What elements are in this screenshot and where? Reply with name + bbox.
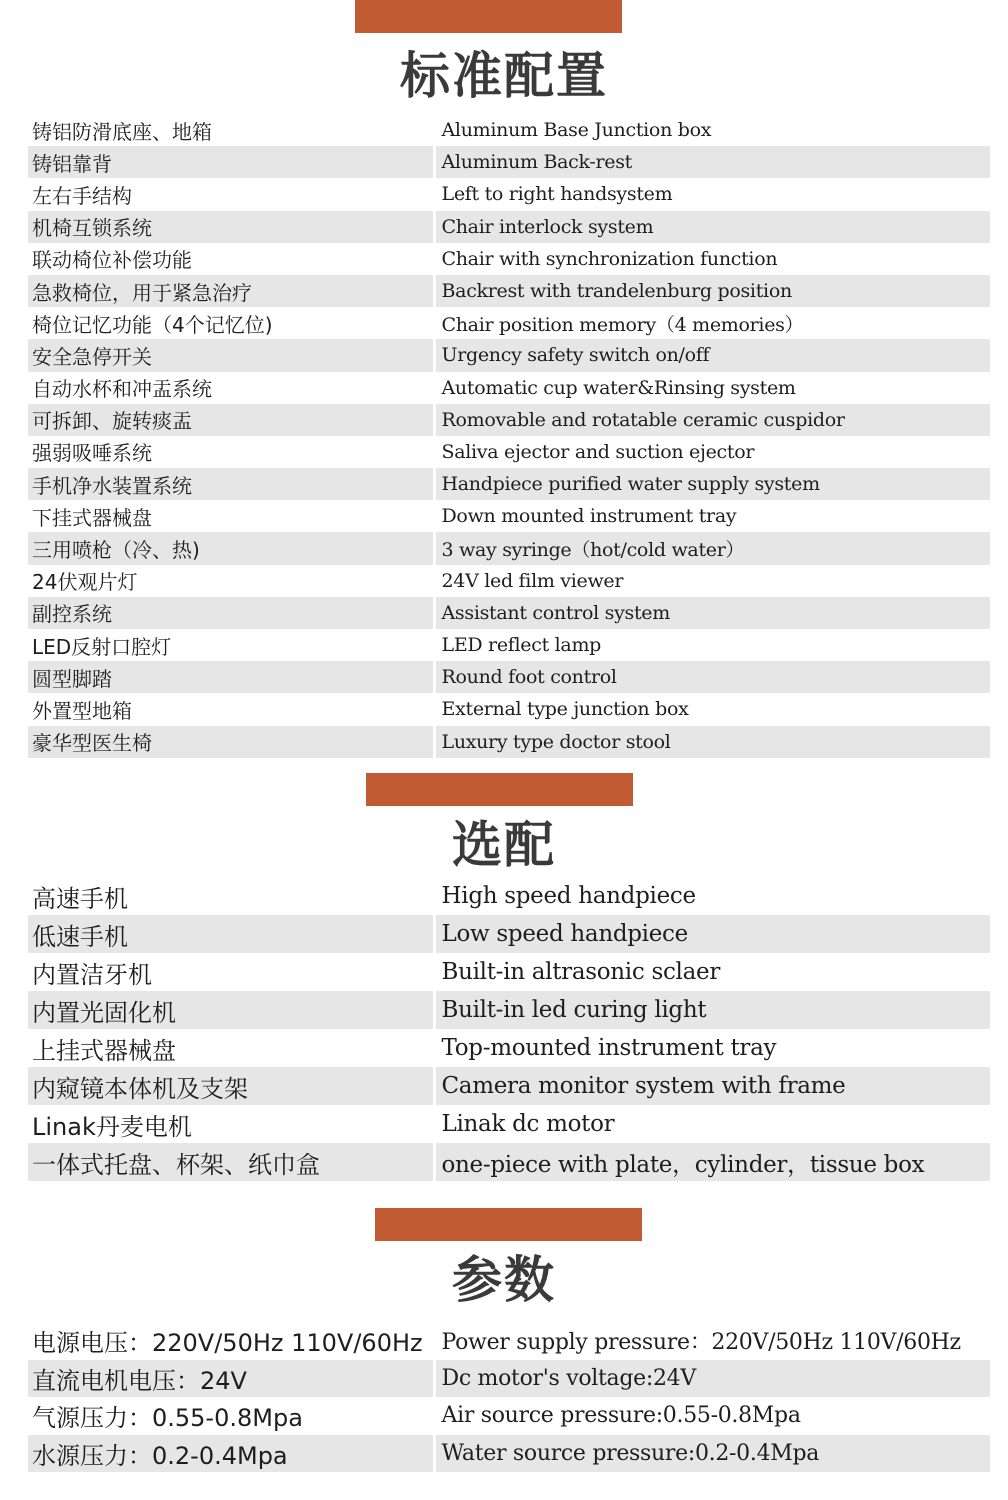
table-row [28, 372, 990, 404]
feature-name-en: Chair with synchronization function [434, 243, 990, 275]
feature-name-zh: 左右手结构 [32, 183, 132, 208]
feature-name-en: Urgency safety switch on/off [434, 339, 990, 371]
feature-name-en: Linak dc motor [434, 1105, 990, 1143]
feature-name-zh: 气源压力：0.55-0.8Mpa [32, 1404, 303, 1433]
table-row [28, 500, 990, 532]
table-row [28, 1397, 990, 1435]
feature-name-en: Low speed handpiece [434, 915, 990, 953]
table-row [28, 468, 990, 500]
feature-name-zh: 一体式托盘、杯架、纸巾盒 [28, 1143, 434, 1181]
section-title-standard: 标准配置 [400, 47, 608, 105]
feature-name-zh: 直流电机电压：24V [28, 1360, 434, 1398]
feature-name-zh: 低速手机 [28, 915, 434, 953]
table-row [28, 436, 990, 468]
optional-config-table [28, 877, 990, 1181]
feature-name-zh: 椅位记忆功能（4个记忆位) [32, 312, 273, 337]
table-row [28, 339, 990, 371]
table-row [28, 991, 990, 1029]
feature-name-en: Air source pressure:0.55-0.8Mpa [434, 1397, 990, 1435]
feature-name-en: Automatic cup water&Rinsing system [434, 372, 990, 404]
feature-name-en: Built-in led curing light [434, 991, 990, 1029]
feature-name-zh: 铸铝靠背 [28, 146, 434, 178]
feature-name-en: LED reflect lamp [434, 629, 990, 661]
table-row [28, 146, 990, 178]
feature-name-en: Luxury type doctor stool [434, 726, 990, 758]
feature-name-en: Top-mounted instrument tray [434, 1029, 990, 1067]
standard-config-table [28, 114, 990, 758]
feature-name-en: Left to right handsystem [434, 178, 990, 210]
feature-name-en: Chair interlock system [434, 211, 990, 243]
feature-name-zh: 豪华型医生椅 [28, 726, 434, 758]
feature-name-en: Assistant control system [434, 597, 990, 629]
feature-name-zh: 上挂式器械盘 [32, 1036, 176, 1065]
table-row [28, 275, 990, 307]
section-title-params: 参数 [452, 1251, 556, 1309]
table-row [28, 1105, 990, 1143]
feature-name-en: Backrest with trandelenburg position [434, 275, 990, 307]
feature-name-en: Dc motor's voltage:24V [434, 1360, 990, 1398]
table-row [28, 915, 990, 953]
table-row [28, 877, 990, 915]
feature-name-zh: 自动水杯和冲盂系统 [32, 377, 212, 402]
table-row [28, 243, 990, 275]
feature-name-zh: LED反射口腔灯 [32, 634, 172, 659]
feature-name-zh: 机椅互锁系统 [28, 211, 434, 243]
section-accent-bar [355, 0, 622, 33]
feature-name-en: Handpiece purified water supply system [434, 468, 990, 500]
feature-name-zh: 联动椅位补偿功能 [32, 248, 192, 273]
feature-name-zh: 外置型地箱 [32, 698, 132, 723]
table-row [28, 307, 990, 339]
table-row [28, 532, 990, 564]
feature-name-en: Chair position memory（4 memories） [434, 307, 990, 339]
feature-name-en: one-piece with plate，cylinder，tissue box [434, 1143, 990, 1181]
feature-name-zh: 副控系统 [28, 597, 434, 629]
feature-name-zh: 下挂式器械盘 [32, 505, 152, 530]
standard-config-rows [28, 114, 990, 758]
table-row [28, 211, 990, 243]
table-row [28, 404, 990, 436]
feature-name-zh: Linak丹麦电机 [32, 1112, 192, 1141]
feature-name-en: Aluminum Base Junction box [434, 114, 990, 146]
feature-name-zh: 可拆卸、旋转痰盂 [28, 404, 434, 436]
feature-name-en: Water source pressure:0.2-0.4Mpa [434, 1435, 990, 1473]
feature-name-en: Built-in altrasonic sclaer [434, 953, 990, 991]
table-row [28, 661, 990, 693]
table-row [28, 178, 990, 210]
table-row [28, 1435, 990, 1473]
table-row [28, 693, 990, 725]
feature-name-en: 3 way syringe（hot/cold water） [434, 532, 990, 564]
feature-name-zh: 安全急停开关 [28, 339, 434, 371]
feature-name-zh: 强弱吸唾系统 [32, 441, 152, 466]
feature-name-en: Romovable and rotatable ceramic cuspidor [434, 404, 990, 436]
optional-config-rows [28, 877, 990, 1181]
params-table [28, 1322, 990, 1472]
feature-name-zh: 电源电压：220V/50Hz 110V/60Hz [32, 1329, 423, 1358]
table-row [28, 1029, 990, 1067]
feature-name-zh: 三用喷枪（冷、热) [28, 532, 434, 564]
section-title-optional: 选配 [452, 816, 556, 874]
table-row [28, 726, 990, 758]
table-row [28, 114, 990, 146]
table-row [28, 597, 990, 629]
feature-name-zh: 高速手机 [32, 884, 128, 913]
section-accent-bar [375, 1208, 642, 1241]
feature-name-en: Power supply pressure：220V/50Hz 110V/60Hz [434, 1322, 990, 1360]
table-row [28, 1067, 990, 1105]
feature-name-en: High speed handpiece [434, 877, 990, 915]
table-row [28, 565, 990, 597]
feature-name-en: Round foot control [434, 661, 990, 693]
feature-name-zh: 内窥镜本体机及支架 [28, 1067, 434, 1105]
feature-name-zh: 水源压力：0.2-0.4Mpa [28, 1435, 434, 1473]
feature-name-en: Down mounted instrument tray [434, 500, 990, 532]
feature-name-en: Saliva ejector and suction ejector [434, 436, 990, 468]
feature-name-zh: 24伏观片灯 [32, 570, 138, 595]
feature-name-zh: 手机净水装置系统 [28, 468, 434, 500]
table-row [28, 1322, 990, 1360]
feature-name-zh: 圆型脚踏 [28, 661, 434, 693]
feature-name-en: Camera monitor system with frame [434, 1067, 990, 1105]
section-accent-bar [366, 773, 633, 806]
feature-name-zh: 铸铝防滑底座、地箱 [32, 119, 212, 144]
feature-name-zh: 内置光固化机 [28, 991, 434, 1029]
table-row [28, 629, 990, 661]
table-row [28, 953, 990, 991]
params-rows [28, 1322, 990, 1472]
feature-name-en: Aluminum Back-rest [434, 146, 990, 178]
feature-name-zh: 急救椅位，用于紧急治疗 [28, 275, 434, 307]
table-row [28, 1360, 990, 1398]
feature-name-zh: 内置洁牙机 [32, 960, 152, 989]
feature-name-en: 24V led film viewer [434, 565, 990, 597]
feature-name-en: External type junction box [434, 693, 990, 725]
table-row [28, 1143, 990, 1181]
